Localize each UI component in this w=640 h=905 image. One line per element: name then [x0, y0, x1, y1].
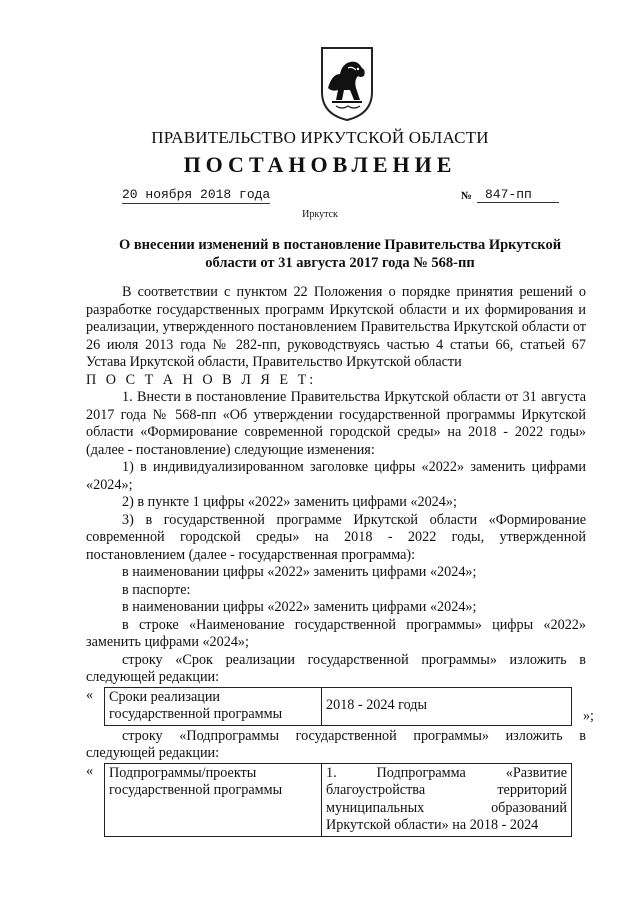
- organization-name: ПРАВИТЕЛЬСТВО ИРКУТСКОЙ ОБЛАСТИ: [151, 128, 489, 147]
- table-1: [104, 687, 572, 726]
- table-row: [105, 763, 572, 836]
- table-1-close-quote: »;: [582, 708, 594, 724]
- document-number: 847-пп: [477, 187, 559, 203]
- coat-of-arms-emblem: [318, 44, 376, 122]
- line-6: строку «Подпрограммы государственной программы» изложить в следующей редакции:: [86, 727, 586, 761]
- table-1-right-cell: 2018 - 2024 годы: [322, 687, 572, 725]
- table-2-wrapper: [86, 763, 586, 837]
- table-2-open-quote: «: [86, 762, 94, 779]
- line-1: в наименовании цифры «2022» заменить цифрами «2024»;: [122, 564, 477, 580]
- document-body: [86, 284, 594, 837]
- resolves-heading: П О С Т А Н О В Л Я Е Т:: [86, 371, 317, 388]
- table-1-wrapper: [86, 686, 594, 726]
- line-3: в наименовании цифры «2022» заменить цифрами «2024»;: [122, 599, 477, 615]
- subitem-3: 3) в государственной программе Иркутской области «Формирование современной городской среды» на 2018 - 2022 годы, утвержденной постановлением (далее - государственная программа):: [86, 511, 586, 563]
- table-2: [104, 763, 572, 837]
- line-5: строку «Срок реализации государственной программы» изложить в следующей редакции:: [86, 651, 586, 685]
- subitem-2: 2) в пункте 1 цифры «2022» заменить цифрами «2024»;: [122, 494, 457, 510]
- table-1-open-quote: «: [86, 686, 94, 703]
- document-type: ПОСТАНОВЛЕНИЕ: [183, 152, 457, 177]
- date-value: 20 ноября 2018 года: [122, 187, 271, 202]
- intro-paragraph: В соответствии с пунктом 22 Положения о порядке принятия решений о разработке государственных программ Иркутской области и их формирования и реализации, утвержденного постановлением Правительства Иркутской области от 26 июля 2013 года № 282-пп, руководствуясь частью 4 статьи 66, статьей 67 Устава Иркутской области, Правительство Иркутской области: [86, 284, 586, 370]
- subitem-1: 1) в индивидуализированном заголовке цифры «2022» заменить цифрами «2024»;: [86, 459, 586, 493]
- document-title: О внесении изменений в постановление Правительства Иркутской области от 31 августа 2017 года № 568-пп: [118, 237, 562, 271]
- document-date: [122, 187, 270, 202]
- table-2-right-cell: 1. Подпрограмма «Развитие благоустройства территорий муниципальных образований Иркутской области» на 2018 - 2024: [322, 763, 572, 836]
- number-label: №: [461, 190, 473, 202]
- table-2-left-cell: Подпрограммы/проекты государственной программы: [105, 763, 322, 836]
- item-1: 1. Внести в постановление Правительства Иркутской области от 31 августа 2017 года № 568-пп «Об утверждении государственной программы Иркутской области «Формирование современной городской среды» на 2018 - 2022 годы» (далее - постановление) следующие изменения:: [86, 389, 586, 458]
- line-4: в строке «Наименование государственной программы» цифры «2022» заменить цифрами «2024»;: [86, 616, 586, 650]
- table-1-left-cell: Сроки реализации государственной программы: [105, 687, 322, 725]
- city: Иркутск: [302, 209, 338, 220]
- line-2: в паспорте:: [122, 581, 191, 598]
- table-row: [105, 687, 572, 725]
